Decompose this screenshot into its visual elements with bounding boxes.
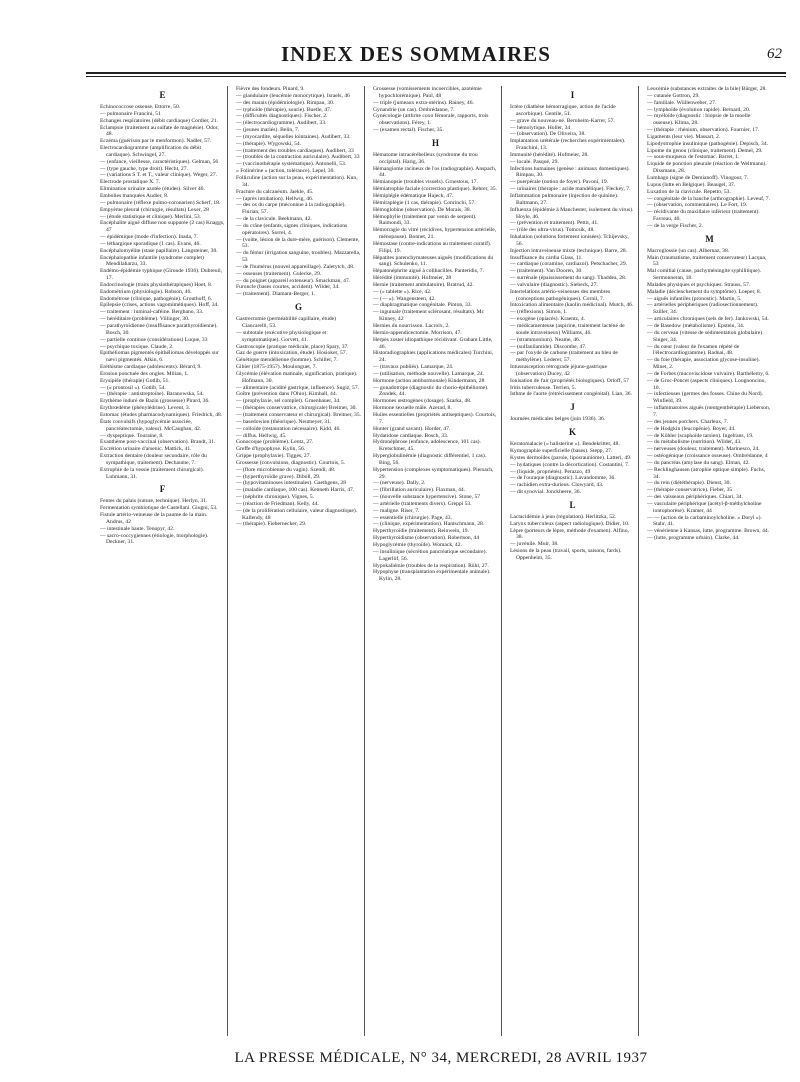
index-entry: Kystes dermoïdes (paroie, liposrauniome). Latteri, 49. <box>510 454 632 461</box>
index-entry: — (type gauche, type droit). Hecht, 27. <box>100 165 188 172</box>
index-entry: Gonocoque (problème). Lentz, 27. <box>236 439 314 446</box>
index-entry: — inflammatoires aiguës (rœntgenthérapie) Lieberson, 7. <box>647 405 771 418</box>
index-entry: Hyperthyroïdie (traitement). Reinwein, 19. <box>373 528 469 535</box>
index-entry: — pulmonaire (réflexe pulmo-coronarien) Scherf, 18. <box>100 199 221 206</box>
index-entry: Endémo-épidémie typhique (Gironde 1936). Dubreuil, 17. <box>100 268 223 282</box>
index-entry: — sacro-coccygiennes (étiologie, morphologie). Deckner, 31. <box>100 532 209 546</box>
index-entry: Lésions de la peau (travail, sports, saisons, fards). Oppenheim, 35. <box>510 548 622 561</box>
index-entry: Luxation de la clavicule. Repetto, 53. <box>647 188 731 195</box>
index-entry: Hémangiome racineux de l'os (radiographie). Anspach, 44. <box>373 165 497 179</box>
index-entry: Ligaments (leur vie). Massart, 2. <box>647 133 721 140</box>
index-entry: Hémoglobine (observation). De Morais, 38. <box>373 206 472 213</box>
index-entry: Folliculine (action sur la peau, expérimentation). Kun, 34. <box>236 174 358 188</box>
index-entry: Maladie (déclenchement du symptôme). Loeper, 8. <box>647 288 762 295</box>
index-entry: — de Hodgkin (leucopénie). Boyer, 44. <box>647 425 736 432</box>
index-entry: — (réflexions). Simon, 1. <box>510 309 568 316</box>
index-entry: Hydronéphrose (enfance, adolescence, 101 cas). Kretschmer, 45. <box>373 439 481 453</box>
index-entry: — épidémique (mode d'infection). Inada, 7. <box>100 234 198 241</box>
section-letter: E <box>159 90 166 100</box>
section-letter: I <box>570 90 575 100</box>
index-entry: — typhoïde (thérapie), sourie). Buetle, 47. <box>236 106 332 113</box>
index-entry: — héréditaire (problème). Villinger, 30. <box>100 316 190 323</box>
index-entry: — de Forbes (mucoviscidose vulvaire). Barthélemy, 6. <box>647 370 770 377</box>
index-entry: Gynandrie (un cas). Ombrédanne, 7. <box>373 106 455 113</box>
index-entry: Génétique mendélienne (homme). Schiller, 7. <box>236 357 338 364</box>
header-rule <box>86 72 786 74</box>
index-entry: Gastrectomie (perméabilité capillaire, étude) Ciancarelli, 53. <box>236 316 337 329</box>
index-entry: — (variations S T. et T., valeur clinique). Weger, 27. <box>100 172 218 179</box>
index-entry: Intoxication alimentaire (kaolin médicinal). Mutch, 46. <box>510 302 634 309</box>
index-entry: — (difficultés diagnostiques). Fischer, 2. <box>236 113 328 120</box>
index-entry: — (traitement des troubles cardiaques). Audibert, 33 <box>236 147 354 154</box>
index-entry: Hypophyse (transplantation expérimentale animale). Kylin, 28. <box>373 569 491 583</box>
index-entry: — du fémur (irrigation sanguine, troubles). Mazzarella, 53 <box>236 250 361 264</box>
section-letter: G <box>294 302 302 313</box>
index-entry: — Recklinghausen (atrophie optique simple). Fuchs, 34. <box>647 466 766 480</box>
index-entry: — de l'ouraque (diagnostic). Lavandomme, 36. <box>510 475 616 482</box>
index-entry: — (néphrite chronique). Vignes, 5. <box>236 494 315 501</box>
index-entry: Greffe d'hypophyse. Kylin, 56. <box>236 446 306 453</box>
index-entry: Lumbago (signe de Demianoff). Vinogour, 7. <box>647 174 749 181</box>
index-entry: — exogène (opiacés). Kraentz, 4. <box>510 316 586 323</box>
index-entry: — (prévention et traitement). Pettit, 41. <box>510 220 599 227</box>
index-entry: — médicamenteuse (aspirine, traitement lacténé de soude intraveineux) Williams, 46. <box>510 323 625 336</box>
index-entry: Fistule artério-veineuse de la paume de la main. Andrus, 42 <box>100 512 208 525</box>
index-entry: Implantation urétérale (recherches expérimentales). Franchini, 13. <box>510 138 626 152</box>
index-column-3 <box>373 86 498 1046</box>
index-entry: Empyème pleural (chirurgie, résultats) Lexer, 28 <box>100 206 209 213</box>
index-entry: — (thérapie conservatrice). Fieber, 35 <box>647 487 733 494</box>
index-entry: — (hypovitaminoses intestinales). Gaethgens, 28 <box>236 480 346 487</box>
index-entry: — artérielle (traitements divers). Greppi 53. <box>373 500 472 507</box>
index-entry: — (fibrillation auriculaire). Flaxman, 44. <box>373 487 466 494</box>
index-entry: — (— »). Wangensteen, 42. <box>373 295 436 302</box>
index-entry: Hyperglobulinémie (diagnostic différentiel, 1 cas). Bing, 56. <box>373 453 487 466</box>
index-entry: — rachidien extra-durieus. Clowyard, 43. <box>510 482 604 489</box>
index-entry: Lipome du genou (clinique, traitement). Demel, 29. <box>647 147 763 154</box>
index-entry: Fièvre des fondeurs. Pinard, 9. <box>236 86 305 92</box>
index-entry: — de la verge Fischer, 2. <box>647 222 704 229</box>
index-entry: Grossesse (vomissements incoercibles, azotémie hypochlorémique). Paul, 48 <box>373 86 482 99</box>
page-footer: LA PRESSE MÉDICALE, N° 34, MERCREDI, 28 AVRIL 1937 <box>234 1050 648 1066</box>
index-column-5 <box>647 86 772 1046</box>
index-entry: Extraction dentaire (douleur secondaire, rôle du sympathique, traitement). Dechaume, 7. <box>100 453 207 466</box>
index-entry: — surrénale (épaississement du sang). Thaddea, 28. <box>510 275 627 282</box>
index-entry: Macroglossie (un cas). Albernaz, 38. <box>647 247 730 254</box>
index-entry: — hémolytique. Holler, 34 <box>510 124 571 131</box>
index-entry: Hémiatrophie faciale (correction plastique). Rehrer, 35. <box>373 186 498 193</box>
index-entry: — infectieuses (germes des fosses. Chine du Nord). Winfield, 39. <box>647 391 764 405</box>
index-entry: — dit synovial. Jonckheere, 36. <box>510 489 581 496</box>
index-entry: — pulmonaire Francini, 51 <box>100 110 161 117</box>
index-entry: Gaz de guerre (intoxication, étude). Hosioker, 57. <box>236 350 347 357</box>
index-entry: Lupus (lutte en Belgique). Beaugel, 37. <box>647 181 736 188</box>
index-entry: Malades physiques et psychiques. Strauss, 57. <box>647 281 751 288</box>
index-entry: Journées médicales belges (juin 1936). 36. <box>510 416 606 423</box>
index-entry: — (« prontosil »). Gotlib, 54. <box>100 384 166 391</box>
index-entry: Endométrium (physiologie). Robson, 46. <box>100 288 192 295</box>
index-entry: — inguinale (traitement sclérosant, résultats). Mc Kinney, 42 <box>373 309 485 323</box>
index-entry: Ictère (diathèse hémorragique, action de l'acide ascorbique). Gentile, 51. <box>510 104 616 117</box>
index-entry: Hématome intracérébelleux (syndrome du trou occipital). Harig, 36. <box>373 151 478 165</box>
index-entry: — du cœur (valeur de l'examen répété de l'électrocardiogramme). Radnai, 48. <box>647 343 740 357</box>
index-entry: Endocrinologie (traits physiothérapiques) Hoet, 8. <box>100 281 213 288</box>
index-entry: — (flore microbienne du vagin). Szendi, 48. <box>236 466 336 473</box>
index-entry: — cutanée Gottron, 29. <box>647 92 700 99</box>
index-entry: Liquide de ponction pleurale (réaction de Weltmann). Dissmann, 28. <box>647 161 767 175</box>
index-entry: Historadiographies (applications médicales) Turchini, 24. <box>373 350 494 364</box>
index-entry: — de l'humérus (nouvel appareillage). Zaletytch, 48. <box>236 263 355 270</box>
index-entry: Gibier (1875-1957). Moulonguet, 7. <box>236 364 317 371</box>
index-entry: — vénérienne à Kansas, lutte, programme. Brown, 44. <box>647 528 770 535</box>
index-entry: Interrelations artério-veineuses des membres (conceptions pathogéniques). Cornil, 7. <box>510 288 611 302</box>
index-entry: — (jeunes mariés). Belin, 7. <box>236 127 300 134</box>
index-entry: Eréthisme cardiaque (adolescents). Bérard, 9. <box>100 364 202 371</box>
index-entry: — grave du nouveau-né. Bernheim-Karrer, 57. <box>510 117 615 124</box>
index-entry: — basedowien (théorique). Neumeyer, 31. <box>236 418 332 425</box>
index-entry: Herpès zoster idiopathique récidivant. Graham Little, 46. <box>373 336 493 350</box>
index-entry: — nerveuses (douleur, traitement). Marinesco, 24. <box>647 446 760 453</box>
index-entry: Lipodystrophie insulinique (pathogénie). Depisch, 34. <box>647 140 769 147</box>
index-entry: — récidivante du maxillaire inférieur (traitement). Favreau, 40. <box>647 209 760 223</box>
section-letter: M <box>705 233 714 244</box>
index-entry: Hernie (traitement ambulatoire). Bratrud, 42. <box>373 281 474 288</box>
index-entry: — de Basedow (métabolisme). Epstein, 34. <box>647 323 745 329</box>
index-entry: — (strammonium). Neame, 46. <box>510 336 581 343</box>
index-entry: — myéloïde (diagnostic : biopsie de la moelle osseuse). Klima, 28. <box>647 113 751 127</box>
index-entry: Embolies manquées Audier, 8. <box>100 192 169 199</box>
index-entry: Infections humaines (genèse : animaux domestiques). Rimpau, 30. <box>510 165 630 179</box>
index-entry: Injection intraveineuse mixte (technique). Barre, 28. <box>510 247 628 254</box>
index-entry: — (traitement conservateur et chirurgical). Breitner, 35. <box>236 411 361 418</box>
index-entry: Fracture du calcanéum. Jaekle, 45. <box>236 188 314 195</box>
index-entry: — subtotale (exécutive physiologique et symptomatique). Gorvett, 41. <box>236 329 327 343</box>
index-column-1 <box>100 86 225 1046</box>
index-entry: — vasculaire périphérique (acétyl-β-méthylcholine iontophorèse). Kramer, 44 <box>647 500 762 514</box>
index-entry: — urinaires (thérapie : acide mandélique). Fleckey, 7. <box>510 186 631 193</box>
index-entry: — (utilisation, méthode nouvelle). Lamarque, 24. <box>373 370 485 377</box>
index-entry: — (thérapie). Wygowski, 54. <box>236 140 302 147</box>
index-entry: Encéphalopathie infantile (syndrome complet) Mendilaharzu, 33. <box>100 254 204 268</box>
index-entry: — du cerveau (vitesse de sédimentation globulaire). Singer, 34. <box>647 329 764 343</box>
index-entry: Grippe (prophylaxie). Tigges, 27. <box>236 453 311 460</box>
index-entry: — des os du carpe (méconnue à la radiographie). Flurian, 57. <box>236 202 346 216</box>
index-entry: Hémiplégie édématique Hajeck, 47. <box>373 192 454 199</box>
index-entry: Hémianopsie (troubles visuels). Grnestous, 17. <box>373 179 478 186</box>
index-entry: Encéphalomyélite (stase papillaire). Langsteiner, 30. <box>100 247 218 254</box>
index-entry: — (après intubation). Hellwig, 46. <box>236 195 314 202</box>
index-entry: — essentielle (chirurgie). Page, 43. <box>373 514 452 521</box>
index-entry: Influenza (épidémie à Manchester, isolement du virus). Hoyle, 46. <box>510 206 634 220</box>
index-entry: — sous-muqueux de l'estomac. Barret, 1. <box>647 154 740 161</box>
index-entry: — du poignet (appareil extenseur). Smackman, 47. <box>236 277 351 284</box>
index-entry: — du foie (thérapie, association glycose-insuline). Minet, 2. <box>647 357 760 371</box>
index-entry: Huiles essentielles (propriétés antiseptiques). Courtois, 7. <box>373 411 497 425</box>
index-entry: Epithéliomas pigmentés épithéliomas développés sur nævi pigmentés. Alkin, 6. <box>100 350 219 364</box>
index-entry: — partielle continue (considérations) Luque, 33 <box>100 336 208 343</box>
index-entry: — (myocardite, séquelles lointaines). Audibert, 33. <box>236 133 351 140</box>
index-entry: Echanges respiratoires (débit cardiaque) Cordier, 21. <box>100 117 218 124</box>
index-entry: — familiale. Wüllenweber, 27. <box>647 99 717 106</box>
index-entry: — congénitale de la hanche (arthrographie). Leveuf, 7. <box>647 195 771 202</box>
section-letter: F <box>159 484 166 495</box>
index-entry: — (traitement). Van Dooren, 30 <box>510 268 582 275</box>
index-entry: Excrétion urinaire d'arsenic. Mattick, 41. <box>100 446 192 453</box>
index-entry: — hydatiques (contre la décortication). Costantini, 7. <box>510 461 630 468</box>
index-entry: — (« tablette »). Rice, 42. <box>373 288 432 295</box>
index-entry: Gynécologie (arthrite coxo fémorale, rapports, trois observations). Férey, 1. <box>373 113 489 127</box>
index-entry: Lèpre (porteurs de lèpre, méthode d'examen). Alfino, 38. <box>510 527 629 541</box>
index-entry: Larynx tuberculeux (aspect radiologique). Didier, 10. <box>510 520 630 527</box>
index-entry: Hémostase (contre-indications au traitement curatif). Filipi, 19. <box>373 240 492 254</box>
index-entry: Mal comitial (cause, pachyméningite syphilitique). Sermonneran, 18. <box>647 268 762 282</box>
index-entry: Main (traumatisme, traitement conservateur) Lacqua, 53 <box>647 254 767 268</box>
index-entry: Hémiraplégie (1 cas, thérapie). Conrinchi, 57. <box>373 199 476 206</box>
index-entry: — alimentaire (acidité gastrique, influence). Sugiz, 57. <box>236 384 360 391</box>
index-entry: — (thérapies conservatrice, chirurgicale) Breitner, 30. <box>236 405 357 412</box>
index-entry: — diffus. Hellwig, 45. <box>236 432 287 439</box>
index-entry: Immunité (hérédité). Hofmeier, 28. <box>510 151 589 158</box>
section-letter: K <box>568 427 576 438</box>
section-letter: L <box>569 499 576 510</box>
index-entry: Fentes du palais (suture, technique). Herlyn, 31. <box>100 498 208 505</box>
index-entry: Hypoglycémie (thyroïde). Womack, 42. <box>373 542 462 548</box>
index-entry: Hunter (grand savant). Horder, 47. <box>373 425 451 432</box>
index-entry: — locale. Pasqué, 29. <box>510 158 559 165</box>
index-entry: Encéphalite aiguë diffuse non suppurée (2 cas) Knaggs, 47 <box>100 220 225 234</box>
index-entry: Lactacidémie à jeun (régulation). Herlitzka, 52. <box>510 513 617 520</box>
index-entry: — maligne. Riser, 7. <box>373 507 420 514</box>
index-entry: Hémophylie (traitement par venin de serpent). Raimondi, 33. <box>373 213 477 227</box>
index-entry: Erysipèle (thérapie) Gotlib, 51. <box>100 377 170 384</box>
index-entry: Endométrose (clinique, pathogénie). Grouthoff, 6. <box>100 295 213 302</box>
index-entry: Gastroscopie (pratique médicale, place) Spary, 37. <box>236 343 349 350</box>
index-entry: — des jeunes porchers. Charleux, 7. <box>647 418 729 425</box>
index-entry: — (sulfanilamide). Discombe, 47. <box>510 343 587 350</box>
section-letter: J <box>570 402 575 413</box>
index-entry: — (de la prolifération cellulaire, valeur diagnostique). Kallendy, 48 <box>236 507 358 521</box>
index-column-2 <box>236 86 361 1046</box>
index-entry: — (lutte, programme urbain). Clarke, 44. <box>647 535 740 542</box>
index-entry: Extrophie de la vessie (traitement chirurgical). Luhmann, 31. <box>100 466 204 480</box>
index-entry: Insuffisance du cardia Glass, 11. <box>510 254 583 261</box>
index-entry: Eczéma (guérison par le menformon). Nadler, 57. <box>100 138 212 145</box>
index-entry: — (maladie cardiaque, 100 cas). Kenneth Harris, 47. <box>236 487 355 494</box>
index-column-4 <box>510 86 635 1046</box>
index-entry: Electrode prostatique X. 7. <box>100 179 161 186</box>
index-entry: — du rein (diététhérapie). Dienst, 30. <box>647 480 731 487</box>
index-entry: — (examen rectal). Fischer, 35. <box>373 127 444 134</box>
page-title: INDEX DES SOMMAIRES <box>281 42 551 66</box>
index-entry: Inflammation pulmonaire (injection de quinine). Baltmann, 27. <box>510 192 619 206</box>
index-entry: — insulinique (sécrétion pancréatique secondaire). Lagerlöf, 56. <box>373 548 487 562</box>
index-entry: Electrocardiogramme (amplification du débit cardiaque). Schwingel, 27. <box>100 145 202 158</box>
index-entry: Leucémie (substances extraites de la bile) Bürger, 28. <box>647 86 767 92</box>
index-entry: — par l'oxyde de carbone (traitement au bleu de méthylène). Lederer, 57. <box>510 350 618 364</box>
index-entry: — (travaux publiés). Lamarque, 24. <box>373 364 454 371</box>
index-entry: — de Köhler (scaphoïde tarsien). Ingelrans, 19. <box>647 432 754 439</box>
index-entry: — ostéogénique (croissance osseuse). Ombrédanne, 4 <box>647 453 768 460</box>
index-entry: Erythème induré de Bazin (grossesse) Pirard, 36. <box>100 398 210 405</box>
page-header <box>86 38 786 74</box>
index-entry: Estomac (études pharmacodynamiques). Friedrich, 48. <box>100 411 223 418</box>
header-rule-thin <box>86 76 786 77</box>
index-entry: — (thérapie : antistreptoïne). Baranowska, 54. <box>100 391 204 398</box>
index-entry: Goître (prévention dans l'Ohio). Kimball, 44. <box>236 391 338 398</box>
index-entry: Hyperthyroïdisme (observation). Robertson, 44 <box>373 535 480 542</box>
index-entry: Keratomalacie (« halisterine »). Bendekritter, 48. <box>510 441 620 448</box>
index-entry: — du pancréas (amylase du sang). Elman, 42. <box>647 459 750 466</box>
index-entry: Eclampsie (traitement au sulfate de magnésie). Odor, 48. <box>100 124 219 138</box>
index-entry: Inhalation (solutions fortement ionisées). Tchijevsky, 56. <box>510 234 629 247</box>
index-entry: — (électrocardiogramme). Audibert, 33. <box>236 120 327 127</box>
index-entry: Hernio-appendicectomie. Morrison, 47. <box>373 329 462 336</box>
index-entry: Echinococcose osseuse. Ettorre, 50. <box>100 104 181 110</box>
index-entry: — (clinique, expérimentation). Hantschmann, 28. <box>373 521 485 528</box>
index-entry: — (observation, commentaires). Le Fort, 19. <box>647 202 748 209</box>
index-entry: — (nerveuse). Dally, 2. <box>373 480 426 487</box>
index-entry: — gonadotrope (diagnostic du chorio-épithéliome). Zondek, 44. <box>373 384 489 398</box>
index-entry: — osseuses (traitement). Gulecke, 29. <box>236 270 322 277</box>
index-entry: Elimination urinaire azotée (études). Silver 46. <box>100 186 205 193</box>
index-entry: — parathyroïdienne (insuffisance parathyroïdienne). Bosch, 30. <box>100 323 218 336</box>
index-entry: Hépatites parenchymateuses aiguës (modifications du sang). Schulenko, 11. <box>373 254 494 268</box>
index-entry: Intussusception rétrograde jéjuno-gastrique (observation) Ducey, 42 <box>510 364 607 377</box>
index-entry: Iritis tuberculeuse. Terrien, 5. <box>510 384 576 391</box>
index-entry: — — (action de la carbaminoylcholine. « Doryl »). Stahr, 41. <box>647 514 762 528</box>
index-entry: — intestinale haute. Tenopyr, 42. <box>100 525 175 532</box>
index-entry: — du crâne (enfants, signes cliniques, indications opératoires). Sorrel, 4. <box>236 222 348 236</box>
index-entry: — (réaction de Friedman). Kelly, 44. <box>236 500 319 507</box>
index-entry: — léthargique sporadique (1 cas). Evans, 46. <box>100 240 201 247</box>
index-entry: Glycémie (élévation matinale, signification, pratique). Hofmann, 30. <box>236 370 358 384</box>
index-entry: — lymphoïde (évolution rapide). Bernard, 20. <box>647 106 751 113</box>
index-entry: Hypokaliémie (troubles de la respiration). Rühl, 27. <box>373 562 489 569</box>
index-entry: Hydatidose cardiaque. Bosch, 33. <box>373 432 449 439</box>
index-entry: Hépatonéphrite aiguë à colibacilles. Panteridis, 7. <box>373 268 484 275</box>
index-entry: — cardiaque (coramine, cardiazol). Petschacher, 29. <box>510 261 628 268</box>
index-entry: — (enfance, vieillesse, caractéristiques). Gelman, 56 <box>100 158 219 165</box>
index-entry: Exanthème post-vaccinal (observation). Brandt, 31. <box>100 439 216 446</box>
page-number: 62 <box>767 46 782 62</box>
index-entry: Ionisation de l'air (propriétés biologiques). Orloff, 57 <box>510 377 629 384</box>
index-entry: — psychique toxique. Claude, 2. <box>100 343 174 350</box>
index-entry: — (voûte, lésion de la dure-mère, guérison). Clemente, 53. <box>236 236 360 250</box>
index-entry: — (hyperthyroïdie grave). Diboll, 29. <box>236 473 321 480</box>
index-entry: Isthme de l'aorte (rétrécissement congénital). Lian, 36. <box>510 391 633 398</box>
index-entry: Erosion ponctuée des ongles. Milian, 1. <box>100 370 189 377</box>
index-entry: Furoncle (bases courtes, accident). Wilder, 34. <box>236 284 340 291</box>
index-entry: Hormone sexuelle mâle. Azerad, 8. <box>373 405 452 412</box>
index-entry: — (nouvelle substance hypertensive). Stone, 57 <box>373 494 481 501</box>
index-entry: — du métabolisme (nutrition). Wilder, 43. <box>647 439 742 446</box>
index-entry: — (troubles de la contraction auriculaire). Audibert, 33 <box>236 154 360 161</box>
index-entry: Hormone (action antihormonale) Kindermann, 28 <box>373 377 485 384</box>
index-entry: États convulsifs (hypoglycémie associée, pancréatectomie, valeur). McCaughan, 42. <box>100 418 202 432</box>
index-entry: — (thérapie : rhénium, observation). Fournier, 17. <box>647 127 760 134</box>
index-columns <box>100 86 782 1046</box>
index-entry: Fermentation symbiotique de Castellani. Giugni, 53. <box>100 505 218 512</box>
index-entry: — (rôle des ultra-virus). Tomcsik, 48. <box>510 227 595 234</box>
index-entry: — (traitement). Diamant-Berger, 1. <box>236 291 316 298</box>
index-entry: — de Groc-Poncet (aspects cliniques). Lougnoncino, 10. <box>647 377 766 391</box>
index-entry: Epilepsie (crises, actions vagomimétiques). Hoff, 34. <box>100 302 219 309</box>
index-entry: — puerpérale (notion de foyer). Pavoni, 19. <box>510 179 609 186</box>
index-entry: Grossesse (convulsions, diagnostic). Courtois, 5. <box>236 459 346 466</box>
index-entry: Kymographie superficielle (bases). Stepp, 27. <box>510 447 613 454</box>
index-entry: — aiguës infantiles (pronostic). Martin, 5. <box>647 295 742 302</box>
section-letter: H <box>431 137 439 148</box>
index-entry: — (liquide, propriétés). Perazzo, 49 <box>510 468 591 475</box>
index-entry: — (vaccinothérapie systématique). Antonelli, 53. <box>236 161 347 168</box>
index-entry: — glandulaire (leucémie monocytique). Israels, 46 <box>236 92 350 99</box>
index-entry: Hormones œstrogènes (dosage). Szarka, 48. <box>373 398 472 405</box>
index-entry: — des vaisseaux périphériques. Chiari, 34. <box>647 494 744 501</box>
index-entry: — valvulaire (diagnostic). Siebeck, 27. <box>510 281 598 288</box>
index-entry: — triple (jumeaux extra-utérins). Rainey, 46. <box>373 99 474 106</box>
index-entry: — artérielles périphériques (radiosectionnement). Sziller, 34. <box>647 302 759 316</box>
index-entry: — diaphragmatique congénitale. Pinton, 33. <box>373 302 472 309</box>
index-entry: — (étude statistique et clinique). Merlini, 53. <box>100 213 202 220</box>
index-entry: Hernies du nourrisson. Lacroix, 2. <box>373 323 450 329</box>
index-entry: — (prophylaxie, sel complet). Gruenbauer, 34. <box>236 398 341 405</box>
index-entry: — de la clavicule. Beekmann, 42. <box>236 216 312 223</box>
index-entry: — (observation). De Oliveira, 38. <box>510 131 586 138</box>
index-entry: Hémorragie du vitré (récidives, hypertension artérielle, ménopause). Bonnet, 21. <box>373 227 497 241</box>
index-entry: Erythrœdème (phénylédrine). Levent, 3. <box>100 405 191 412</box>
index-entry: Hérédité (immunité). Hofmeier, 28 <box>373 275 452 282</box>
index-entry: — dyspeptique. Touraine, 8. <box>100 432 164 439</box>
index-entry: — traitement : luminal-caféine. Bergbano, 33. <box>100 309 204 316</box>
index-entry: — (thérapie). Fiebernecker, 29. <box>236 521 307 528</box>
index-entry: — colloïde (restauration nécessaire). Kidd, 46. <box>236 425 341 432</box>
index-entry: — des marais (épidémiologie). Rimpau, 30. <box>236 99 335 106</box>
index-entry: — articulaires chroniques (sels de fer). Jankowski, 54. <box>647 316 769 323</box>
index-entry: « Folinérine » (action, tolérance). Lepel, 30. <box>236 168 335 175</box>
index-entry: — juvénile. Muir, 38. <box>510 541 559 548</box>
index-entry: Hypertension (complexes symptomatiques). Piersach, 29. <box>373 466 494 480</box>
